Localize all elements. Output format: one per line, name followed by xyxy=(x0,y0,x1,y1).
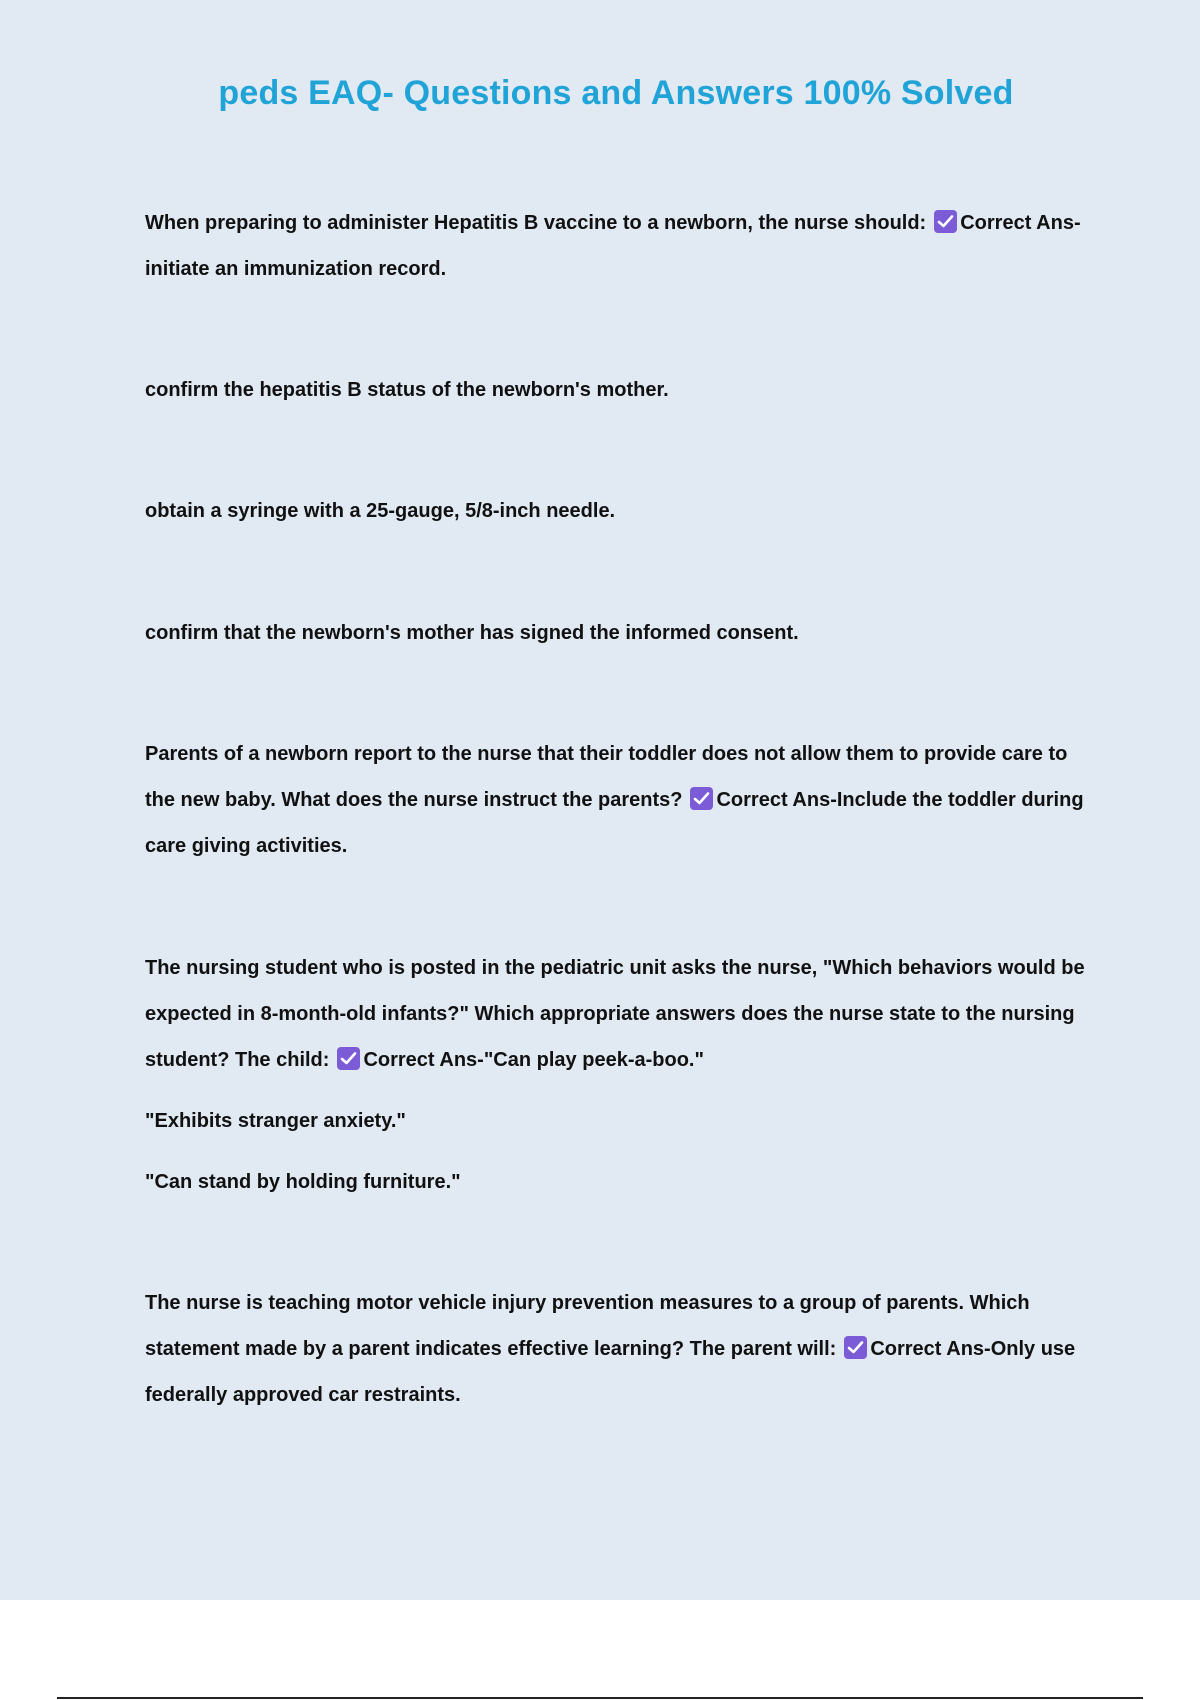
question-block xyxy=(145,731,1095,869)
option-line: obtain a syringe with a 25-gauge, 5/8-inch needle. xyxy=(145,500,616,522)
page-title: peds EAQ- Questions and Answers 100% Solved xyxy=(218,74,1014,112)
question-text: When preparing to administer Hepatitis B vaccine to a newborn, the nurse should: xyxy=(145,212,927,234)
option-line: confirm the hepatitis B status of the newborn's mother. xyxy=(145,379,669,401)
question-block xyxy=(145,945,1095,1083)
option-line: "Can stand by holding furniture." xyxy=(145,1171,461,1193)
question-block xyxy=(145,1280,1095,1418)
option-line: "Exhibits stranger anxiety." xyxy=(145,1110,406,1132)
answer-text: Correct Ans-Include the toddler during care giving activities. xyxy=(145,789,1084,857)
checkmark-box-icon xyxy=(337,1047,360,1070)
question-text: The nurse is teaching motor vehicle injury prevention measures to a group of parents. Which statement made by a parent indicates effective learning? The parent will: xyxy=(145,1292,1030,1360)
question-text: The nursing student who is posted in the pediatric unit asks the nurse, "Which behaviors would be expected in 8-month-old infants?" Which appropriate answers does the nurse state to the nursing student? The child: xyxy=(145,957,1085,1071)
option-line: confirm that the newborn's mother has signed the informed consent. xyxy=(145,622,799,644)
answer-text: Correct Ans-"Can play peek-a-boo." xyxy=(363,1049,704,1071)
answer-text: Correct Ans-Only use federally approved car restraints. xyxy=(145,1338,1076,1406)
question-text: Parents of a newborn report to the nurse that their toddler does not allow them to provide care to the new baby. What does the nurse instruct the parents? xyxy=(145,743,1068,811)
question-block xyxy=(145,200,1095,292)
checkmark-box-icon xyxy=(934,210,957,233)
footer-divider xyxy=(57,1697,1143,1699)
checkmark-box-icon xyxy=(690,787,713,810)
checkmark-box-icon xyxy=(844,1336,867,1359)
answer-text: Correct Ans-initiate an immunization record. xyxy=(145,212,1081,280)
